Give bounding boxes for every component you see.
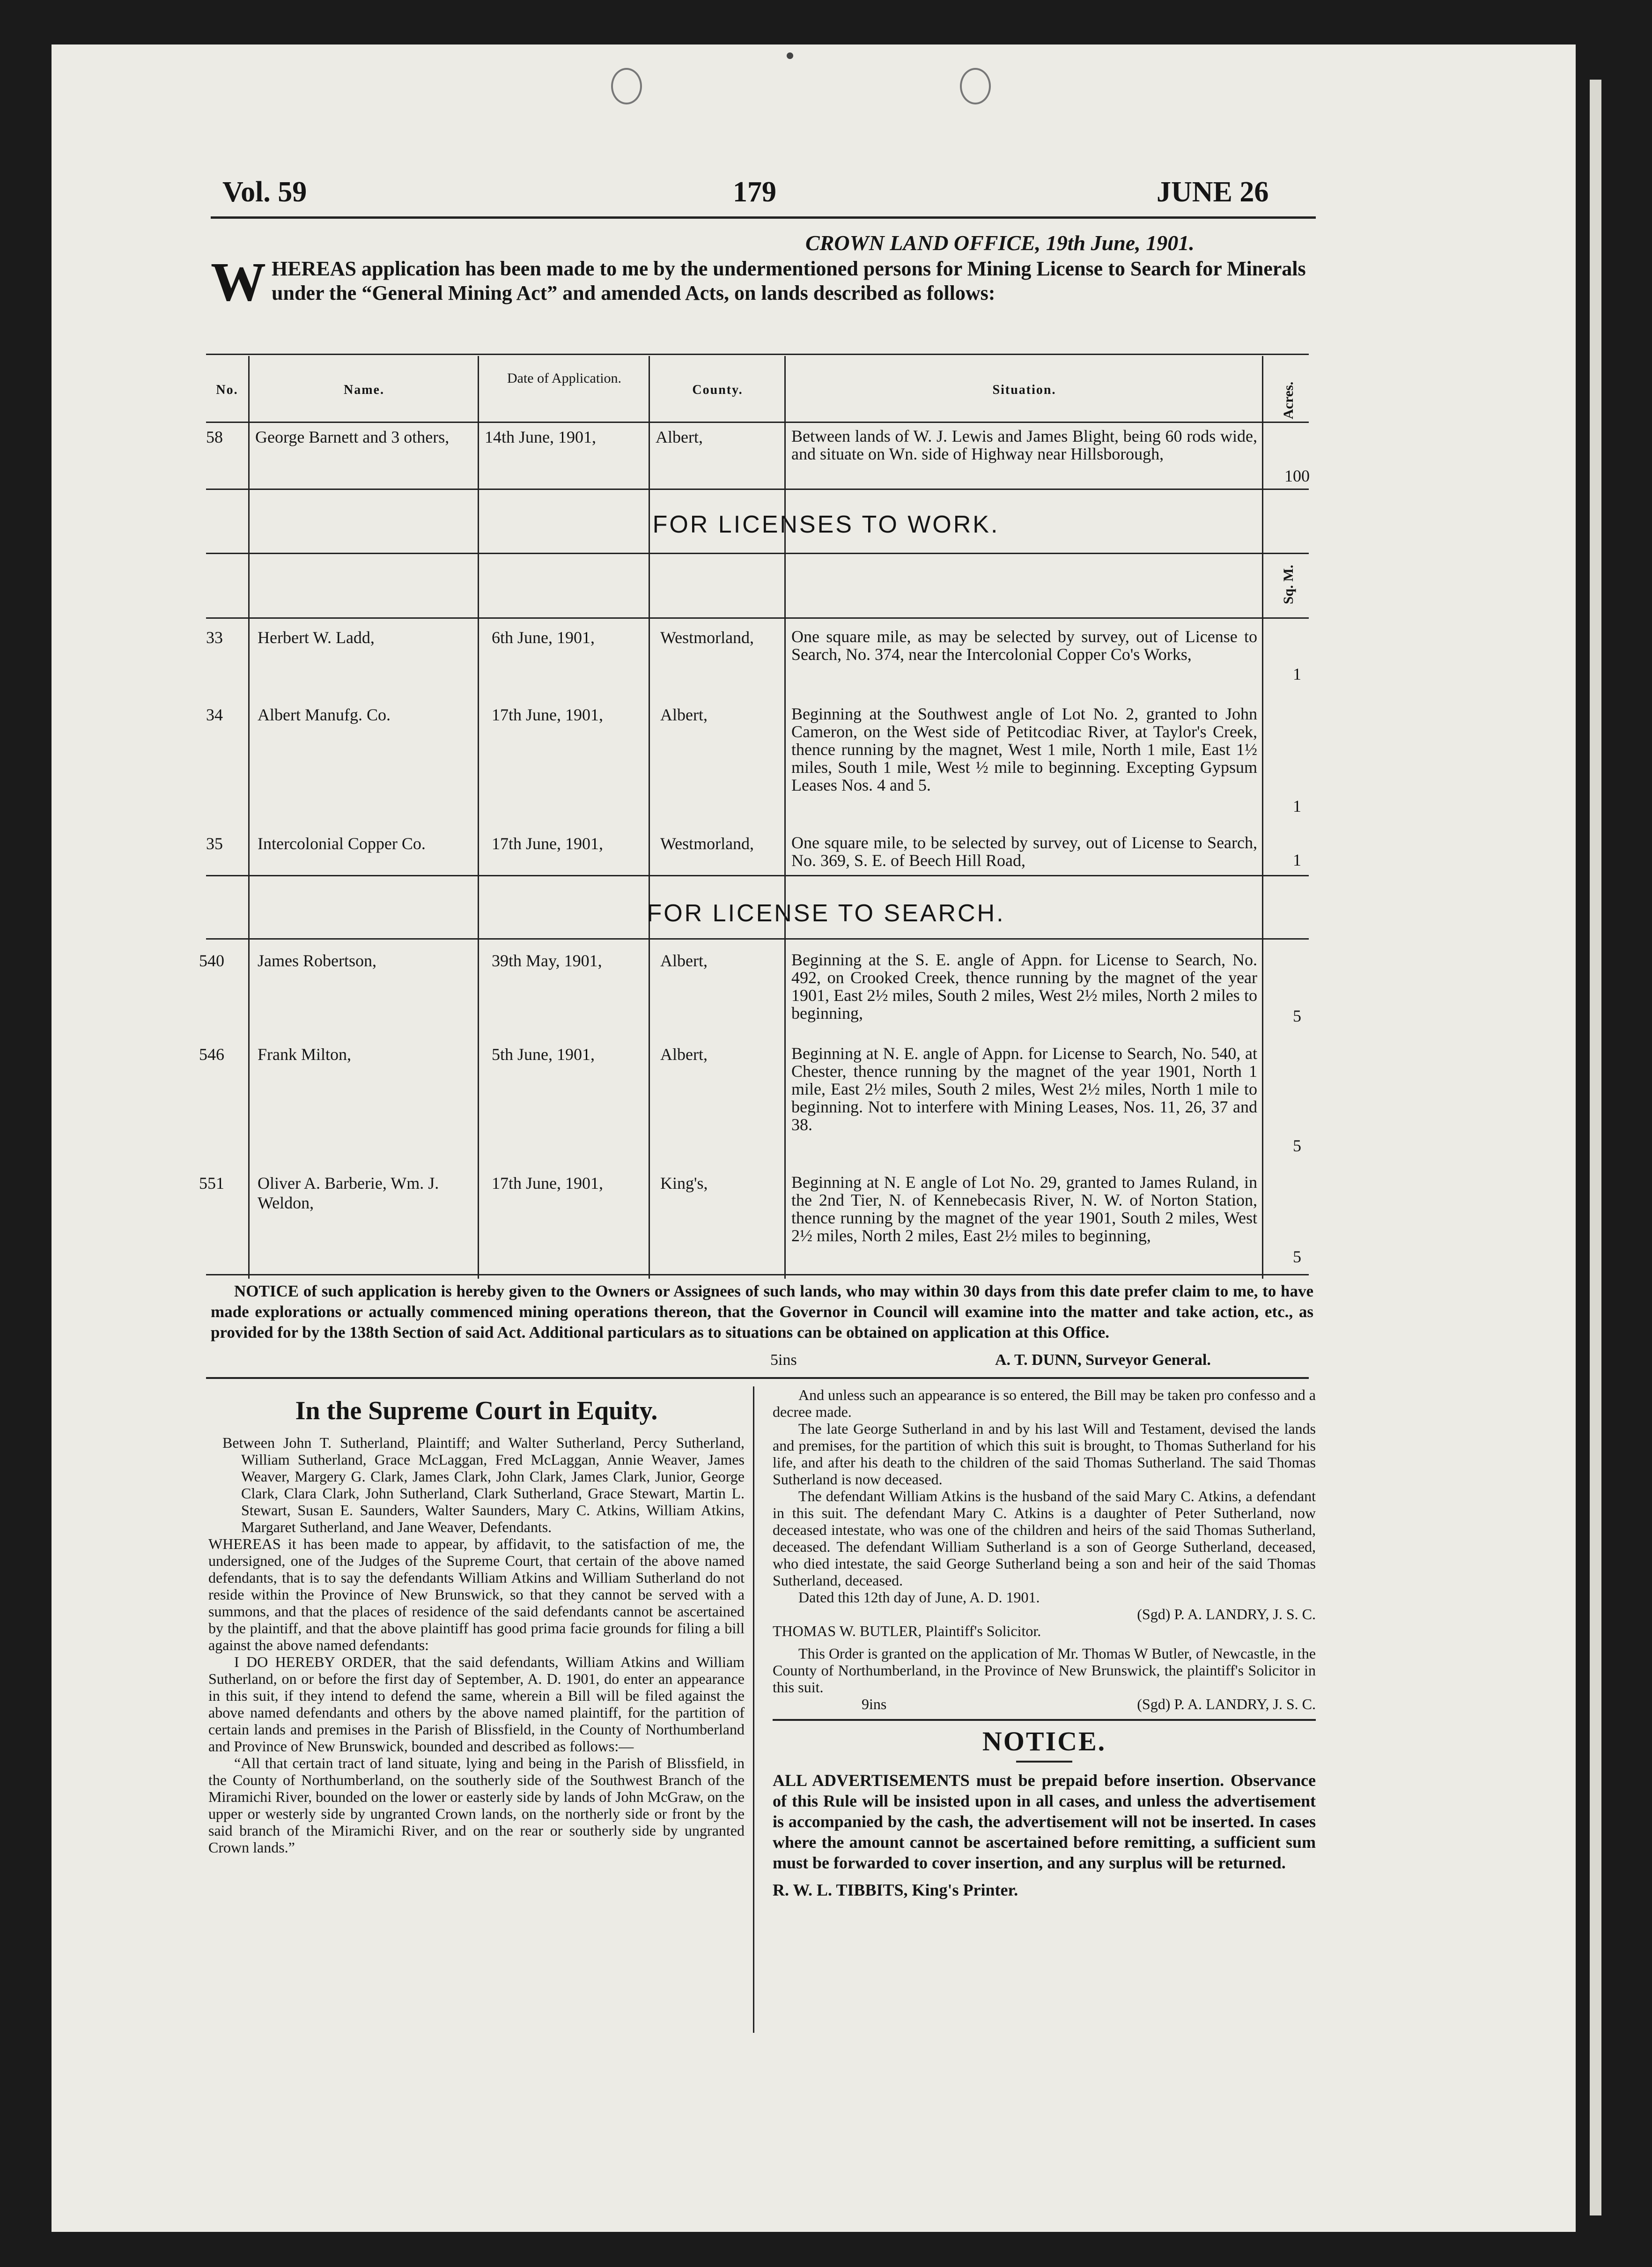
row-work-2-name: Intercolonial Copper Co. [258,834,426,853]
row-search-1-county: Albert, [660,1045,708,1064]
notice-paragraph: NOTICE of such application is hereby given to the Owners or Assignees of such lands, who may within 30 days from this date prefer claim to me, to have made explorations or actually commenced mining operations thereon, that the Governor in Council will examine into the matter and take action, etc., as provided for by the 138th Section of said Act. Additional particulars as to situations can be obtained on application at this Office. [211,1282,1313,1341]
equity-ins: 9ins [862,1696,887,1712]
equity-dated: Dated this 12th day of June, A. D. 1901. [798,1589,1040,1606]
row-search-1-date: 5th June, 1901, [492,1045,595,1064]
row-search-1-name: Frank Milton, [258,1045,352,1064]
row-search-0-county: Albert, [660,951,708,970]
row-manganese-situation: Between lands of W. J. Lewis and James Blight, being 60 rods wide, and situate on Wn. side of Highway near Hillsborough, [791,427,1257,463]
drop-cap: W [211,251,266,312]
col-head-acres: Acres. [1281,381,1296,419]
equity-signature-1: (Sgd) P. A. LANDRY, J. S. C. [1137,1606,1316,1622]
equity-title: In the Supreme Court in Equity. [295,1396,658,1425]
col-divider-1 [248,356,250,1279]
row-search-1-sqm: 5 [1293,1136,1301,1155]
page-sheet [52,44,1576,2232]
work-top-rule [206,553,1309,554]
equity-right-paragraph-4: This Order is granted on the application of Mr. Thomas W Butler, of Newcastle, in the County of Northumberland, in the Province of New Brunswick, the plaintiff's Solicitor in this suit. [773,1645,1316,1696]
row-manganese-no: 58 [206,428,223,446]
row-search-2-county: King's, [660,1174,708,1193]
row-work-0-county: Westmorland, [660,628,754,647]
col-divider-5 [1262,356,1263,1279]
work-bottom-rule [206,875,1309,876]
row-work-2-county: Westmorland, [660,834,754,853]
row-search-0-situation: Beginning at the S. E. angle of Appn. for License to Search, No. 492, on Crooked Creek, thence running by the magnet of the year 1901, East 2½ miles, South 2 miles, West 2½ miles, North 2 miles to beginning, [791,950,1257,1022]
section-divider [206,1377,1309,1379]
section-title-work: FOR LICENSES TO WORK. [652,511,1000,538]
col-head-sqm: Sq. M. [1281,564,1296,604]
volume-label: Vol. 59 [222,176,307,208]
row-work-0-situation: One square mile, as may be selected by survey, out of License to Search, No. 374, near the Intercolonial Copper Co's Works, [791,627,1257,664]
row-work-2-situation: One square mile, to be selected by survey, out of License to Search, No. 369, S. E. of Beech Hill Road, [791,833,1257,870]
col-head-date: Date of Application. [507,370,622,386]
notice-signature: A. T. DUNN, Surveyor General. [995,1351,1211,1369]
row-search-2-name: Oliver A. Barberie, Wm. J. Weldon, [258,1174,439,1212]
binding-dot [787,52,793,59]
equity-paragraph-2: I DO HEREBY ORDER, that the said defendants, William Atkins and William Sutherland, on or before the first day of September, A. D. 1901, do enter an appearance in this suit, if they intend to defend the same, wherein a Bill will be filed against the above named defendants and others by the above named plaintiff, for the partition of certain lands and premises in the Parish of Blissfield, in the County of Northumberland and Province of New Brunswick, bounded and described as follows:— [208,1653,745,1755]
row-search-0-name: James Robertson, [258,951,376,970]
row-search-2-date: 17th June, 1901, [492,1174,603,1193]
row-work-1-county: Albert, [660,705,708,724]
row-search-2-sqm: 5 [1293,1247,1301,1266]
table-bottom-rule [206,1274,1309,1275]
table-top-rule [206,354,1309,355]
notice-box-rule [773,1719,1316,1721]
row-work-2-no: 35 [206,834,223,853]
row-work-1-sqm: 1 [1293,797,1301,815]
row-search-0-sqm: 5 [1293,1007,1301,1025]
col-head-name: Name. [344,383,384,397]
row-manganese-date: 14th June, 1901, [485,428,596,446]
row-work-0-date: 6th June, 1901, [492,628,595,647]
equity-right-paragraph-3: The defendant William Atkins is the husband of the said Mary C. Atkins, a defendant in this suit. The defendant Mary C. Atkins is a daughter of Peter Sutherland, now deceased intestate, who was one of the children and heirs of the said Thomas Sutherland, deceased. The defendant William Sutherland is a son of George Sutherland, deceased, who died intestate, the said George Sutherland being a son and heir of the said Thomas Sutherland, deceased. [773,1488,1316,1589]
col-head-no: No. [216,383,238,397]
table-header-rule [206,422,1309,423]
row-work-0-sqm: 1 [1293,665,1301,683]
section-title-search: FOR LICENSE TO SEARCH. [647,900,1005,927]
row-manganese-acres: 100 [1284,467,1310,485]
notice-box-title: NOTICE. [982,1726,1106,1756]
work-header-rule [206,617,1309,619]
col-divider-4 [784,356,786,1279]
col-head-county: County. [692,383,743,397]
row-search-2-situation: Beginning at N. E angle of Lot No. 29, granted to James Ruland, in the 2nd Tier, N. of Kennebecasis River, N. W. of Norton Station, thence running by the magnet of the year 1901, South 2 miles, West 2½ miles, North 2 miles, East 2½ miles to beginning, [791,1173,1257,1245]
notice-ins: 5ins [770,1351,797,1369]
row-work-0-no: 33 [206,628,223,647]
issue-date: JUNE 26 [1157,176,1269,208]
row-manganese-county: Albert, [656,428,703,446]
col-divider-3 [649,356,650,1279]
search-top-rule [206,938,1309,940]
row-work-1-situation: Beginning at the Southwest angle of Lot No. 2, granted to John Cameron, on the West side of Petitcodiac River, at Taylor's Creek, thence running by the magnet, West 1 mile, North 1 mile, East 1½ miles, South 1 mile, West ½ mile to beginning. Excepting Gypsum Leases Nos. 4 and 5. [791,704,1257,794]
row-work-1-name: Albert Manufg. Co. [258,705,391,724]
col-divider-2 [478,356,479,1279]
equity-parties: Between John T. Sutherland, Plaintiff; and Walter Sutherland, Percy Sutherland, William Sutherland, Grace McLaggan, Fred McLaggan, Annie Weaver, James Weaver, Margery G. Clark, James Clark, John Clark, James Clark, Junior, George Clark, Clara Clark, John Sutherland, Clark Sutherland, Grace Stewart, Martin L. Stewart, Susan E. Saunders, Walter Saunders, Mary C. Atkins, William Atkins, Margaret Sutherland, and Jane Weaver, Defendants. [222,1434,745,1535]
header-rule [211,216,1316,219]
manganese-bottom-rule [206,489,1309,490]
row-search-1-situation: Beginning at N. E. angle of Appn. for License to Search, No. 540, at Chester, thence running by the magnet of the year 1901, North 1 mile, East 2½ miles, South 2 miles, West 2½ miles, North 1 mile to beginning. Not to interfere with Mining Leases, Nos. 11, 26, 37 and 38. [791,1044,1257,1134]
row-work-1-date: 17th June, 1901, [492,705,603,724]
equity-signature-2: (Sgd) P. A. LANDRY, J. S. C. [1137,1696,1316,1712]
column-divider [753,1386,754,2033]
notice-title-underline [1016,1761,1072,1763]
row-work-0-name: Herbert W. Ladd, [258,628,375,647]
notice-box-signature: R. W. L. TIBBITS, King's Printer. [773,1881,1018,1899]
row-search-0-date: 39th May, 1901, [492,951,602,970]
binding-hole-left [611,68,642,104]
office-dateline: CROWN LAND OFFICE, 19th June, 1901. [805,231,1195,255]
col-head-situation: Situation. [992,383,1056,397]
row-search-2-no: 551 [199,1174,224,1193]
binding-hole-right [960,68,991,104]
equity-paragraph-3: “All that certain tract of land situate, lying and being in the Parish of Blissfield, in the County of Northumberland, on the southerly side of the Southwest Branch of the Miramichi River, bounded on the lower or easterly side by lands of John McGraw, on the upper or westerly side by ungranted Crown lands, on the northerly side or front by the said branch of the Miramichi River, and on the rear or southerly side by ungranted Crown lands.” [208,1755,745,1856]
equity-solicitor: THOMAS W. BUTLER, Plaintiff's Solicitor. [773,1622,1041,1639]
equity-paragraph-1: WHEREAS it has been made to appear, by affidavit, to the satisfaction of me, the undersigned, one of the Judges of the Supreme Court, that certain of the above named defendants, that is to say the defendants William Atkins and William Sutherland do not reside within the Province of New Brunswick, so that they cannot be served with a summons, and that the places of residence of the said defendants cannot be ascertained by the plaintiff, and that the above plaintiff has good prima facie grounds for filing a bill against the above named defendants: [208,1535,745,1653]
next-page-edge [1590,80,1601,2215]
equity-notice-right [773,1386,1316,1900]
row-search-1-no: 546 [199,1045,224,1064]
intro-text: HEREAS application has been made to me by the undermentioned persons for Mining License to Search for Minerals under the “General Mining Act” and amended Acts, on lands described as follows: [272,257,1306,304]
page-number: 179 [733,176,776,208]
row-manganese-name: George Barnett and 3 others, [255,428,450,446]
equity-right-paragraph-1: And unless such an appearance is so entered, the Bill may be taken pro confesso and a decree made. [773,1386,1316,1420]
equity-right-paragraph-2: The late George Sutherland in and by his last Will and Testament, devised the lands and premises, for the partition of which this suit is brought, to Thomas Sutherland for his life, and after his death to the children of the said Thomas Sutherland. The said Thomas Sutherland is now deceased. [773,1420,1316,1488]
row-work-2-sqm: 1 [1293,851,1301,869]
intro-paragraph [211,251,1311,312]
row-work-2-date: 17th June, 1901, [492,834,603,853]
row-search-0-no: 540 [199,951,224,970]
notice-box-body: ALL ADVERTISEMENTS must be prepaid before insertion. Observance of this Rule will be insisted upon in all cases, and unless the advertisement is accompanied by the cash, the advertisement will not be inserted. In cases where the amount cannot be ascertained before remitting, a sufficient sum must be forwarded to cover insertion, and any surplus will be returned. [773,1771,1316,1872]
equity-notice-left [208,1396,745,1856]
row-work-1-no: 34 [206,705,223,724]
